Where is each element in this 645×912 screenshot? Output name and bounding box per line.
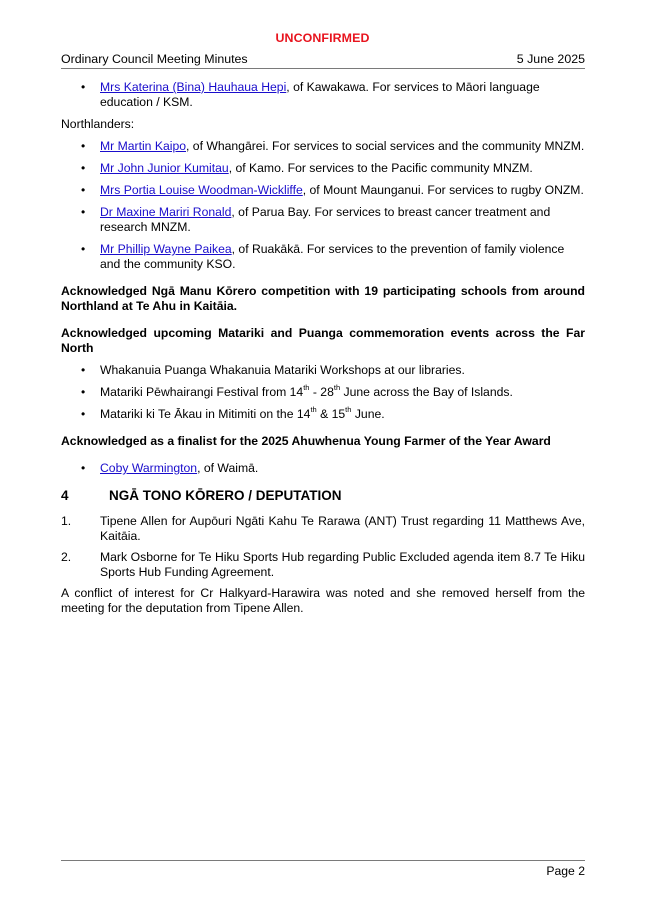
event-text-part: & 15 — [316, 407, 346, 421]
event-text: Whakanuia Puanga Whakanuia Matariki Workshops at our libraries. — [100, 363, 465, 377]
event-text-part: - 28 — [309, 385, 334, 399]
honouree-detail: , of Kamo. For services to the Pacific community MNZM. — [228, 161, 533, 175]
item-text: Mark Osborne for Te Hiku Sports Hub regarding Public Excluded agenda item 8.7 Te Hiku Sports Hub Funding Agreement. — [100, 550, 585, 579]
ack-manu-korero: Acknowledged Ngā Manu Kōrero competition with 19 participating schools from around Northland at Te Ahu in Kaitāia. — [61, 284, 585, 313]
deputation-item — [61, 550, 585, 580]
ack-matariki-heading: Acknowledged upcoming Matariki and Puanga commemoration events across the Far North — [61, 326, 585, 355]
honouree-link[interactable]: Mr John Junior Kumitau — [100, 161, 229, 175]
meeting-date: 5 June 2025 — [516, 52, 585, 66]
list-item — [61, 183, 585, 198]
finalist-list — [61, 461, 585, 476]
item-text: Tipene Allen for Aupōuri Ngāti Kahu Te Rarawa (ANT) Trust regarding 11 Matthews Ave, Kaitāia. — [100, 514, 585, 543]
item-number: 2. — [61, 550, 72, 564]
honouree-link[interactable]: Mrs Portia Louise Woodman-Wickliffe — [100, 183, 303, 197]
event-text-part: Matariki ki Te Ākau in Mitimiti on the 14 — [100, 407, 311, 421]
list-item — [61, 205, 585, 235]
finalist-link[interactable]: Coby Warmington — [100, 461, 198, 475]
northlanders-list — [61, 139, 585, 272]
honouree-detail: , of Mount Maunganui. For services to rugby ONZM. — [302, 183, 584, 197]
honouree-link[interactable]: Mrs Katerina (Bina) Hauhaua Hepi — [100, 80, 287, 94]
honours-list-top — [61, 80, 585, 110]
page-header — [61, 52, 585, 66]
list-item — [61, 161, 585, 176]
ordinal-suffix: th — [303, 382, 310, 392]
list-item — [61, 404, 585, 422]
list-item — [61, 242, 585, 272]
ordinal-suffix: th — [345, 404, 352, 414]
honouree-link[interactable]: Mr Martin Kaipo — [100, 139, 187, 153]
list-item — [61, 461, 585, 476]
unconfirmed-watermark: UNCONFIRMED — [275, 31, 370, 45]
conflict-of-interest-note: A conflict of interest for Cr Halkyard-Harawira was noted and she removed herself from the meeting for the deputation from Tipene Allen. — [61, 586, 585, 615]
honouree-link[interactable]: Mr Phillip Wayne Paikea — [100, 242, 232, 256]
list-item — [61, 80, 585, 110]
section-number: 4 — [61, 488, 69, 503]
footer-divider — [61, 860, 585, 861]
honouree-detail: , of Parua Bay. For services to breast cancer treatment and research MNZM. — [100, 205, 551, 234]
item-number: 1. — [61, 514, 72, 528]
page-number: Page 2 — [546, 864, 585, 878]
ack-finalist-heading: Acknowledged as a finalist for the 2025 Ahuwhenua Young Farmer of the Year Award — [61, 434, 551, 448]
deputation-item — [61, 514, 585, 544]
header-divider — [61, 68, 585, 69]
section-title: NGĀ TONO KŌRERO / DEPUTATION — [109, 488, 342, 503]
list-item — [61, 382, 585, 400]
honouree-link[interactable]: Dr Maxine Mariri Ronald — [100, 205, 232, 219]
honouree-detail: , of Ruakākā. For services to the prevention of family violence and the community KSO. — [100, 242, 565, 271]
event-text-part: June across the Bay of Islands. — [340, 385, 513, 399]
document-title: Ordinary Council Meeting Minutes — [61, 52, 248, 66]
ordinal-suffix: th — [333, 382, 341, 392]
section-heading — [61, 488, 585, 503]
honouree-detail: , of Kawakawa. For services to Māori language education / KSM. — [100, 80, 540, 109]
northlanders-label: Northlanders: — [61, 117, 135, 131]
list-item — [61, 139, 585, 154]
ordinal-suffix: th — [310, 404, 317, 414]
list-item — [61, 363, 585, 378]
event-text-part: June. — [351, 407, 385, 421]
honouree-detail: , of Whangārei. For services to social services and the community MNZM. — [186, 139, 585, 153]
event-text-part: Matariki Pēwhairangi Festival from 14 — [100, 385, 304, 399]
matariki-events-list — [61, 363, 585, 422]
finalist-detail: , of Waimā. — [197, 461, 259, 475]
document-body — [61, 80, 585, 623]
